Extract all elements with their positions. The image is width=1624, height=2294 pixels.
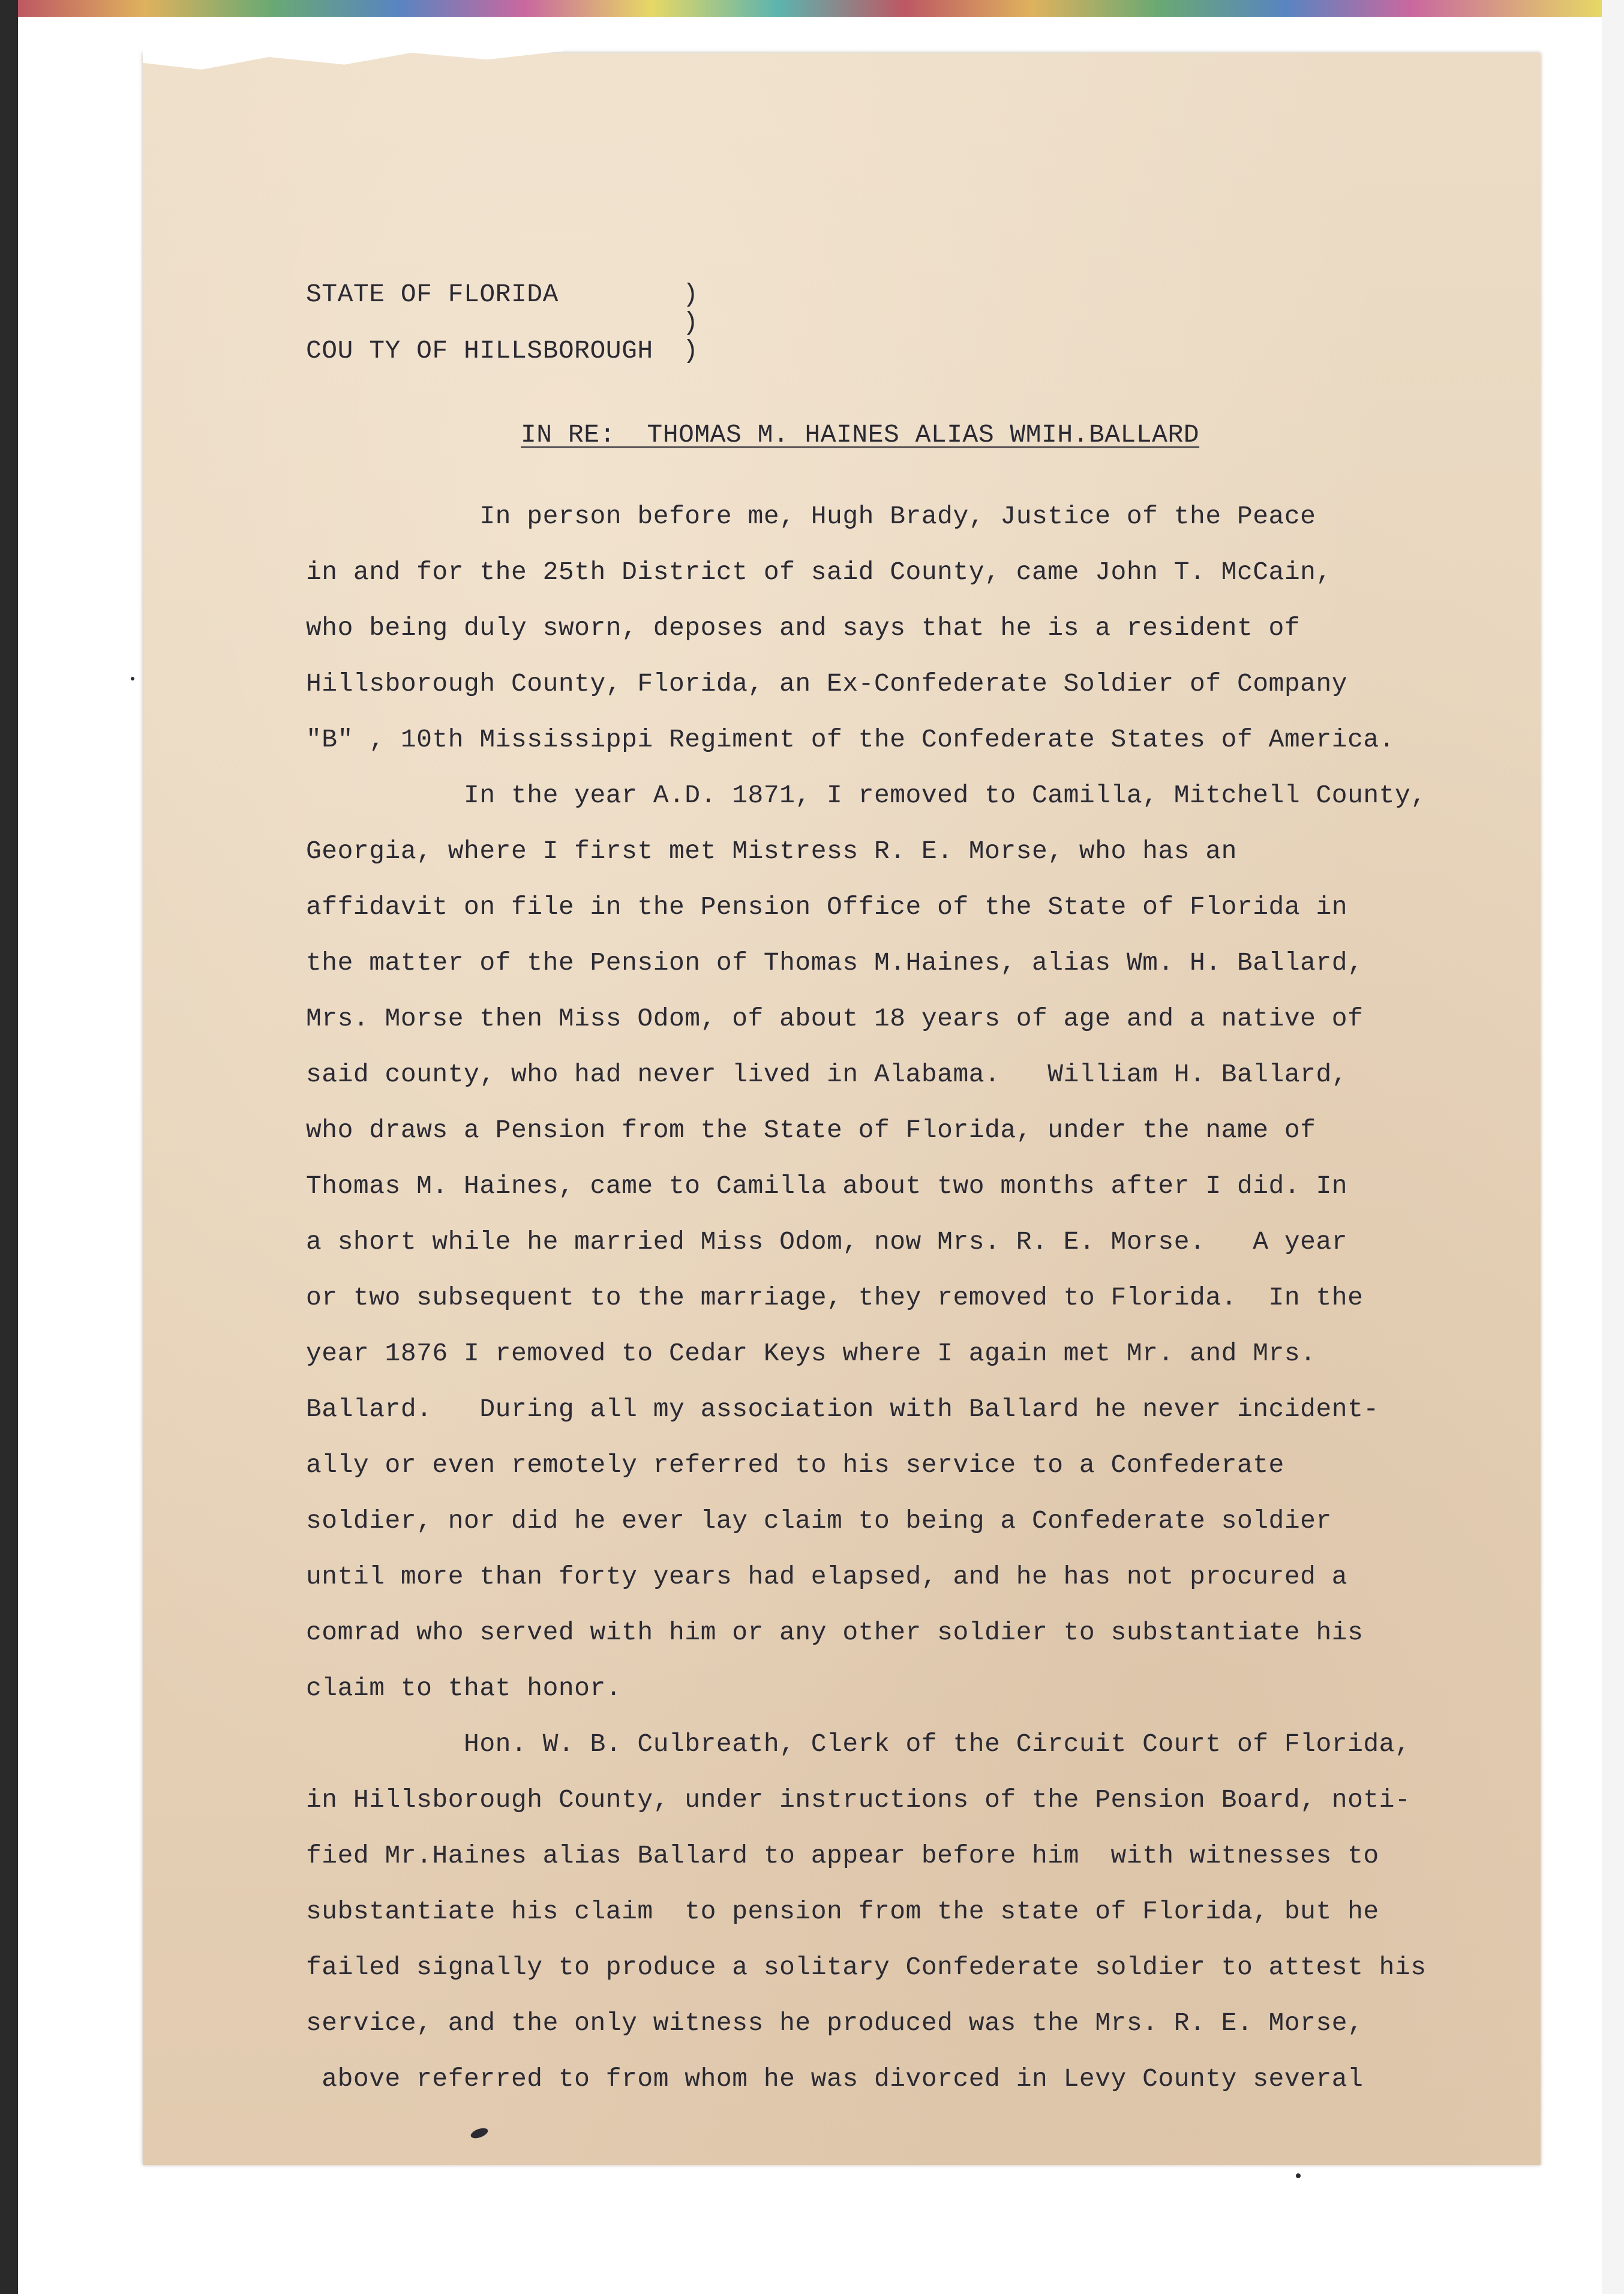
body-line: Georgia, where I first met Mistress R. E. Morse, who has an [306,836,1237,866]
body-line: the matter of the Pension of Thomas M.Haines, alias Wm. H. Ballard, [306,948,1364,977]
body-line: above referred to from whom he was divorced in Levy County several [306,2064,1364,2094]
body-line: fied Mr.Haines alias Ballard to appear before him with witnesses to [306,1841,1379,1870]
body-line: claim to that honor. [306,1674,622,1703]
caption-county: COU TY OF HILLSBOROUGH [306,336,653,365]
scan-border-left [0,0,18,2294]
body-line: who draws a Pension from the State of Florida, under the name of [306,1115,1316,1145]
caption-bracket: ) [683,308,699,337]
ink-dot [1296,2173,1301,2178]
caption-bracket: ) [683,280,699,309]
body-line: or two subsequent to the marriage, they removed to Florida. In the [306,1283,1364,1312]
scanner-color-strip [18,0,1602,17]
body-line: Thomas M. Haines, came to Camilla about two months after I did. In [306,1171,1348,1201]
body-line: ally or even remotely referred to his service to a Confederate [306,1450,1284,1480]
body-line: failed signally to produce a solitary Confederate soldier to attest his [306,1953,1427,1982]
body-line: who being duly sworn, deposes and says that he is a resident of [306,613,1301,643]
body-line: in Hillsborough County, under instructions of the Pension Board, noti- [306,1785,1411,1815]
body-line: comrad who served with him or any other soldier to substantiate his [306,1618,1364,1647]
scan-border-right [1602,0,1624,2294]
re-heading: IN RE: THOMAS M. HAINES ALIAS WMIH.BALLARD [521,420,1200,449]
caption-state: STATE OF FLORIDA [306,280,559,309]
body-line: Ballard. During all my association with Ballard he never incident- [306,1395,1379,1424]
body-line: service, and the only witness he produced was the Mrs. R. E. Morse, [306,2008,1364,2038]
body-line: said county, who had never lived in Alabama. William H. Ballard, [306,1060,1348,1089]
body-line: soldier, nor did he ever lay claim to being a Confederate soldier [306,1506,1332,1536]
ink-dot [131,677,134,680]
body-line: in and for the 25th District of said County, came John T. McCain, [306,557,1332,587]
body-line: "B" , 10th Mississippi Regiment of the Confederate States of America. [306,725,1395,754]
body-line: Hillsborough County, Florida, an Ex-Confederate Soldier of Company [306,669,1348,698]
body-line: year 1876 I removed to Cedar Keys where I again met Mr. and Mrs. [306,1339,1316,1368]
body-line: In person before me, Hugh Brady, Justice of the Peace [306,502,1316,531]
body-line: Hon. W. B. Culbreath, Clerk of the Circuit Court of Florida, [306,1729,1411,1759]
body-line: affidavit on file in the Pension Office of the State of Florida in [306,892,1348,922]
body-line: In the year A.D. 1871, I removed to Camilla, Mitchell County, [306,781,1427,810]
body-line: a short while he married Miss Odom, now Mrs. R. E. Morse. A year [306,1227,1348,1257]
caption-bracket: ) [683,336,699,365]
body-line: until more than forty years had elapsed, and he has not procured a [306,1562,1348,1591]
body-line: Mrs. Morse then Miss Odom, of about 18 years of age and a native of [306,1004,1364,1033]
body-line: substantiate his claim to pension from the state of Florida, but he [306,1897,1379,1926]
